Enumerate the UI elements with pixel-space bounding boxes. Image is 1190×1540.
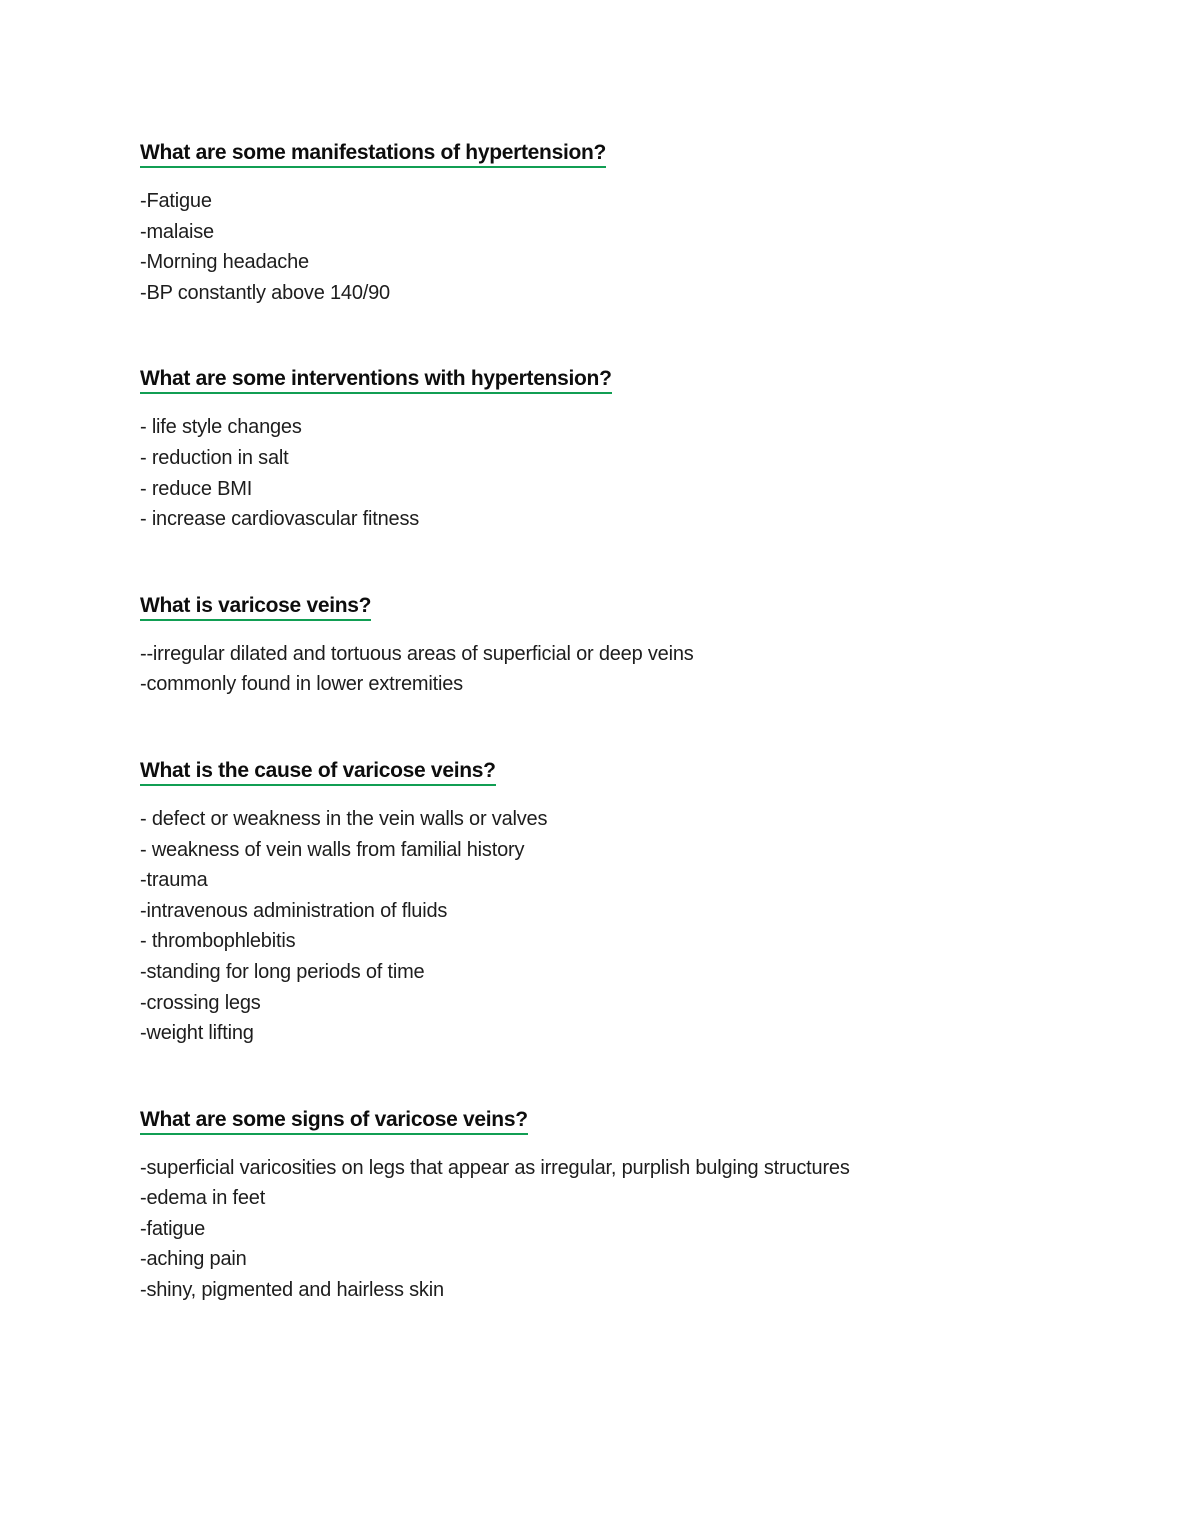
- qa-section-interventions-hypertension: [140, 367, 1130, 534]
- answer-line: -intravenous administration of fluids: [140, 899, 448, 922]
- answer-line: - reduce BMI: [140, 477, 253, 500]
- answer-line: -aching pain: [140, 1248, 247, 1271]
- answer-list: [140, 186, 1130, 308]
- answer-list: [140, 639, 1130, 700]
- answer-line: -edema in feet: [140, 1187, 266, 1210]
- question-line: [140, 367, 1130, 391]
- answer-line: - increase cardiovascular fitness: [140, 508, 420, 531]
- answer-line: -shiny, pigmented and hairless skin: [140, 1279, 444, 1302]
- question-line: [140, 141, 1130, 165]
- answer-line: -standing for long periods of time: [140, 960, 425, 983]
- answer-line: -fatigue: [140, 1217, 206, 1240]
- qa-section-manifestations-hypertension: [140, 141, 1130, 308]
- answer-line: - defect or weakness in the vein walls or valves: [140, 807, 548, 830]
- answer-line: -trauma: [140, 869, 208, 892]
- answer-line: - weakness of vein walls from familial history: [140, 838, 525, 861]
- question-heading: What are some manifestations of hypertension?: [140, 141, 606, 168]
- answer-list: [140, 412, 1130, 534]
- question-heading: What is varicose veins?: [140, 594, 371, 621]
- answer-line: -crossing legs: [140, 991, 261, 1014]
- question-line: [140, 759, 1130, 783]
- answer-line: -superficial varicosities on legs that appear as irregular, purplish bulging structures: [140, 1156, 850, 1179]
- answer-list: [140, 1153, 1130, 1306]
- qa-section-cause-of-varicose-veins: [140, 759, 1130, 1049]
- qa-section-what-is-varicose-veins: [140, 594, 1130, 700]
- question-line: [140, 594, 1130, 618]
- answer-line: - thrombophlebitis: [140, 930, 296, 953]
- qa-section-signs-of-varicose-veins: [140, 1108, 1130, 1306]
- answer-line: --irregular dilated and tortuous areas of superficial or deep veins: [140, 642, 694, 665]
- answer-line: -weight lifting: [140, 1022, 254, 1045]
- question-heading: What are some signs of varicose veins?: [140, 1108, 528, 1135]
- answer-line: -malaise: [140, 220, 214, 243]
- answer-list: [140, 804, 1130, 1049]
- answer-line: - reduction in salt: [140, 446, 289, 469]
- answer-line: -commonly found in lower extremities: [140, 673, 463, 696]
- question-heading: What is the cause of varicose veins?: [140, 759, 496, 786]
- answer-line: -BP constantly above 140/90: [140, 281, 390, 304]
- question-line: [140, 1108, 1130, 1132]
- question-heading: What are some interventions with hypertension?: [140, 367, 612, 394]
- answer-line: - life style changes: [140, 416, 302, 439]
- answer-line: -Morning headache: [140, 251, 309, 274]
- answer-line: -Fatigue: [140, 190, 212, 212]
